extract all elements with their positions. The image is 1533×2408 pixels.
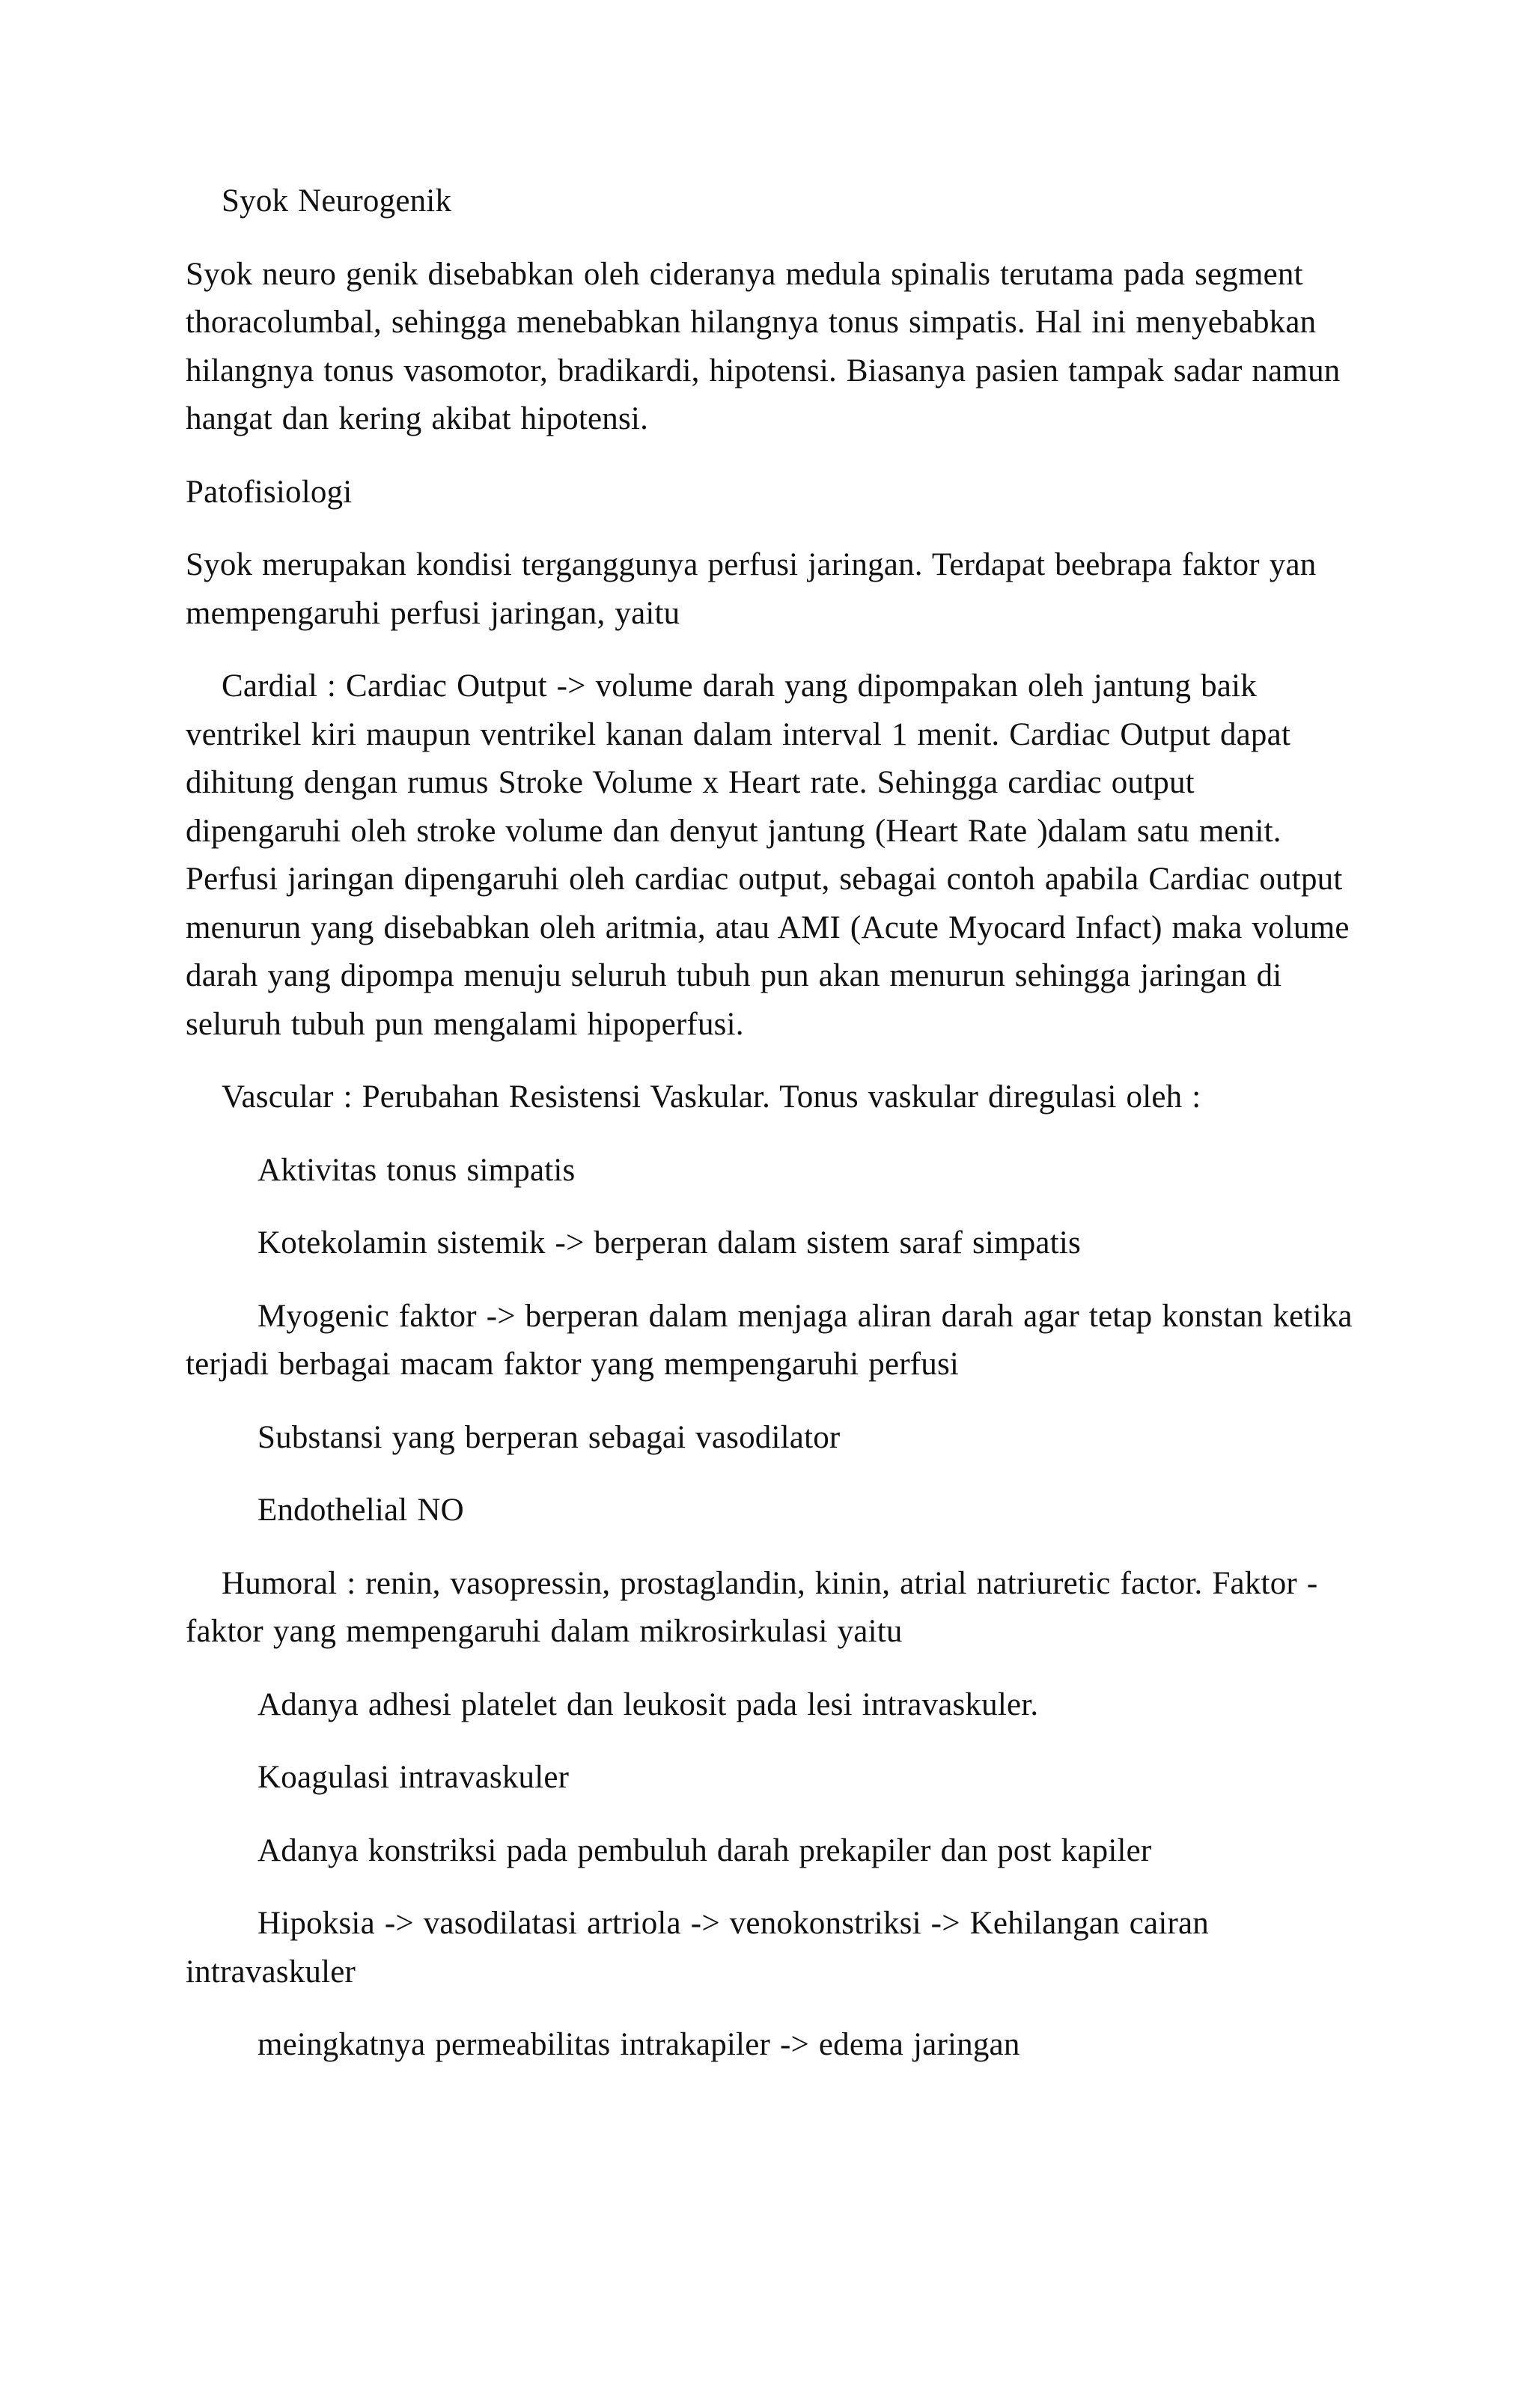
humoral-paragraph: Humoral : renin, vasopressin, prostaglandin, kinin, atrial natriuretic factor. Faktor - faktor yang mempengaruhi dalam mikrosirkulasi yaitu — [186, 1565, 1318, 1649]
vascular-item: Kotekolamin sistemik -> berperan dalam sistem saraf simpatis — [257, 1225, 1081, 1261]
subheading: Patofisiologi — [186, 474, 353, 510]
vascular-item: Substansi yang berperan sebagai vasodilator — [257, 1419, 841, 1455]
vascular-item: Myogenic faktor -> berperan dalam menjaga aliran darah agar tetap konstan ketika terjadi berbagai macam faktor yang mempengaruhi perfusi — [186, 1298, 1353, 1382]
microcirculation-item: Koagulasi intravaskuler — [257, 1760, 570, 1795]
vascular-item: Endothelial NO — [257, 1493, 464, 1528]
document-body — [186, 177, 1353, 2094]
cardial-paragraph: Cardial : Cardiac Output -> volume darah yang dipompakan oleh jantung baik ventrikel kiri maupun ventrikel kanan dalam interval 1 menit. Cardiac Output dapat dihitung dengan rumus Stroke Volume x Heart rate. Sehingga cardiac output dipengaruhi oleh stroke volume dan denyut jantung (Heart Rate )dalam satu menit. Perfusi jaringan dipengaruhi oleh cardiac output, sebagai contoh apabila Cardiac output menurun yang disebabkan oleh aritmia, atau AMI (Acute Myocard Infact) maka volume darah yang dipompa menuju seluruh tubuh pun akan menurun sehingga jaringan di seluruh tubuh pun mengalami hipoperfusi. — [186, 668, 1350, 1042]
vascular-paragraph: Vascular : Perubahan Resistensi Vaskular. Tonus vaskular diregulasi oleh : — [222, 1079, 1201, 1115]
microcirculation-item: Hipoksia -> vasodilatasi artriola -> venokonstriksi -> Kehilangan cairan intravaskuler — [186, 1906, 1209, 1990]
microcirculation-item: Adanya konstriksi pada pembuluh darah prekapiler dan post kapiler — [257, 1832, 1152, 1868]
section-title: Syok Neurogenik — [222, 183, 452, 219]
intro-paragraph: Syok neuro genik disebabkan oleh cideranya medula spinalis terutama pada segment thoracolumbal, sehingga menebabkan hilangnya tonus simpatis. Hal ini menyebabkan hilangnya tonus vasomotor, bradikardi, hipotensi. Biasanya pasien tampak sadar namun hangat dan kering akibat hipotensi. — [186, 256, 1341, 436]
microcirculation-item: Adanya adhesi platelet dan leukosit pada lesi intravaskuler. — [257, 1686, 1039, 1722]
pathophysiology-intro: Syok merupakan kondisi terganggunya perfusi jaringan. Terdapat beebrapa faktor yan mempengaruhi perfusi jaringan, yaitu — [186, 547, 1317, 631]
vascular-item: Aktivitas tonus simpatis — [257, 1152, 576, 1188]
microcirculation-item: meingkatnya permeabilitas intrakapiler -> edema jaringan — [257, 2027, 1020, 2062]
